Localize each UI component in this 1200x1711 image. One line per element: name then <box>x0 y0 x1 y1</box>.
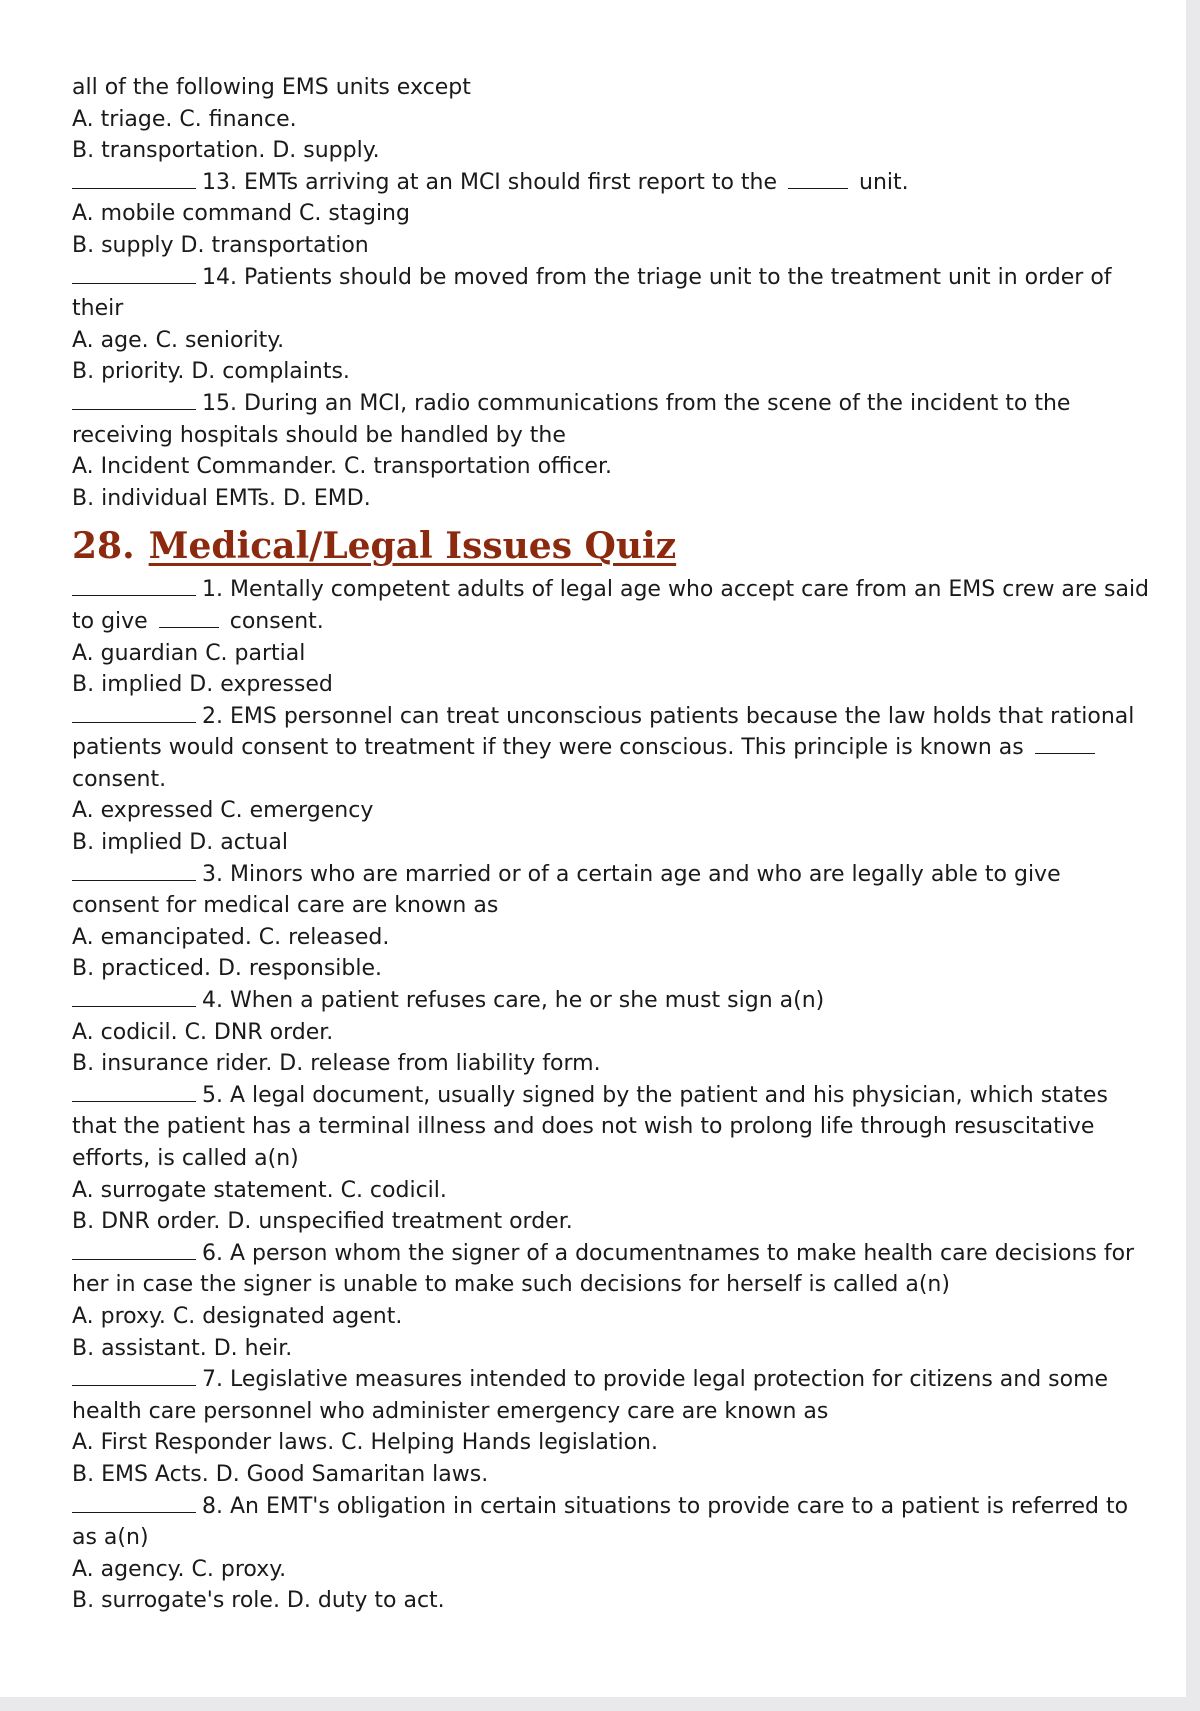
question-2 <box>72 701 1150 796</box>
answer-blank <box>72 577 196 596</box>
answer-options: B. transportation. D. supply. <box>72 138 380 164</box>
answer-options: B. implied D. actual <box>72 830 288 856</box>
question-8 <box>72 1491 1150 1554</box>
question-7 <box>72 1364 1150 1427</box>
page-edge-bottom <box>0 1697 1200 1711</box>
answer-options: A. triage. C. finance. <box>72 106 297 132</box>
answer-options: A. codicil. C. DNR order. <box>72 1019 334 1045</box>
answer-options: A. surrogate statement. C. codicil. <box>72 1177 447 1203</box>
answer-options: A. First Responder laws. C. Helping Hands legislation. <box>72 1430 658 1456</box>
question-text: 5. A legal document, usually signed by the patient and his physician, which states that the patient has a terminal illness and does not wish to prolong life through resuscitative efforts, is called a(n) <box>72 1082 1108 1171</box>
answer-options: B. EMS Acts. D. Good Samaritan laws. <box>72 1461 489 1487</box>
question-text: unit. <box>859 169 909 195</box>
answer-options: A. age. C. seniority. <box>72 327 285 353</box>
question-stem: all of the following EMS units except <box>72 75 471 100</box>
question-text: 8. An EMT's obligation in certain situations to provide care to a patient is referred to as a(n) <box>72 1493 1129 1551</box>
answer-options: A. Incident Commander. C. transportation officer. <box>72 454 612 480</box>
answer-options: A. emancipated. C. released. <box>72 924 390 950</box>
answer-options: A. mobile command C. staging <box>72 201 410 227</box>
question-text: 6. A person whom the signer of a documentnames to make health care decisions for her in case the signer is unable to make such decisions for herself is called a(n) <box>72 1240 1135 1298</box>
question-text: 14. Patients should be moved from the triage unit to the treatment unit in order of their <box>72 264 1112 322</box>
answer-options: B. implied D. expressed <box>72 672 333 698</box>
answer-blank <box>72 988 196 1007</box>
fill-in-blank <box>159 609 219 628</box>
answer-options: A. expressed C. emergency <box>72 798 374 824</box>
answer-blank <box>72 704 196 723</box>
answer-options: B. DNR order. D. unspecified treatment order. <box>72 1209 573 1235</box>
question-text: 1. Mentally competent adults of legal age who accept care from an EMS crew are said to give <box>72 577 1150 634</box>
question-text: 13. EMTs arriving at an MCI should first report to the <box>202 169 778 195</box>
answer-blank <box>72 1241 196 1260</box>
answer-options: B. assistant. D. heir. <box>72 1335 293 1361</box>
section-heading <box>72 524 1150 568</box>
answer-blank <box>72 170 196 189</box>
answer-options: B. priority. D. complaints. <box>72 359 350 385</box>
answer-blank <box>72 1083 196 1102</box>
question-15 <box>72 388 1150 451</box>
document-page <box>72 72 1150 1617</box>
question-3 <box>72 859 1150 922</box>
question-text: 7. Legislative measures intended to provide legal protection for citizens and some health care personnel who administer emergency care are known as <box>72 1367 1109 1424</box>
question-14 <box>72 262 1150 325</box>
question-1 <box>72 574 1150 637</box>
page-edge-right <box>1186 0 1200 1711</box>
question-13 <box>72 167 1150 199</box>
answer-blank <box>72 265 196 284</box>
answer-blank <box>72 391 196 410</box>
question-text: 4. When a patient refuses care, he or she must sign a(n) <box>202 988 825 1014</box>
question-text: 15. During an MCI, radio communications from the scene of the incident to the receiving hospitals should be handled by the <box>72 390 1071 448</box>
answer-options: A. guardian C. partial <box>72 640 306 666</box>
question-4 <box>72 985 1150 1017</box>
answer-options: B. practiced. D. responsible. <box>72 956 383 982</box>
section-title: Medical/Legal Issues Quiz <box>148 525 677 568</box>
answer-blank <box>72 862 196 881</box>
answer-options: B. surrogate's role. D. duty to act. <box>72 1588 445 1614</box>
answer-options: A. proxy. C. designated agent. <box>72 1303 403 1329</box>
question-6 <box>72 1238 1150 1301</box>
answer-options: B. individual EMTs. D. EMD. <box>72 485 371 511</box>
fill-in-blank <box>788 170 848 189</box>
answer-options: A. agency. C. proxy. <box>72 1556 287 1582</box>
question-text: consent. <box>72 766 167 792</box>
answer-blank <box>72 1494 196 1513</box>
question-text: consent. <box>229 608 324 634</box>
fill-in-blank <box>1035 735 1095 754</box>
question-text: 3. Minors who are married or of a certain age and who are legally able to give consent for medical care are known as <box>72 861 1061 919</box>
question-5 <box>72 1080 1150 1175</box>
section-number: 28. <box>72 525 135 568</box>
answer-blank <box>72 1367 196 1386</box>
answer-options: B. insurance rider. D. release from liability form. <box>72 1051 601 1077</box>
question-text: 2. EMS personnel can treat unconscious patients because the law holds that rational patients would consent to treatment if they were conscious. This principle is known as <box>72 703 1135 761</box>
answer-options: B. supply D. transportation <box>72 232 369 258</box>
